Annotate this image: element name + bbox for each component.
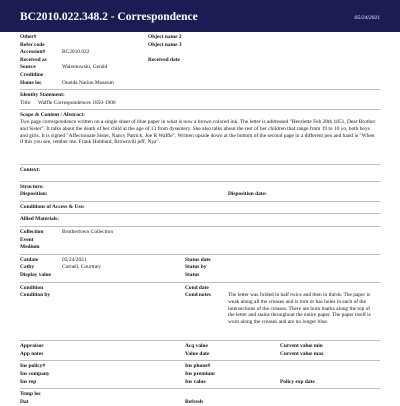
label-medium: Medium — [20, 244, 40, 251]
label-status-date: Status date — [185, 256, 211, 263]
value-title: Waffle Correspondences 1850-1900 — [38, 99, 116, 106]
label-collection: Collection — [20, 229, 44, 236]
label-ins-company: Ins company — [20, 371, 50, 377]
divider — [20, 89, 380, 90]
label-received-as: Received as — [20, 56, 47, 63]
label-current-value-max: Current value max — [280, 350, 324, 357]
label-allied-materials: Allied Materials: — [20, 216, 60, 223]
label-object-name-2: Object name 2 — [148, 34, 182, 40]
label-status-by: Status by — [185, 264, 207, 271]
value-home-loc: Oneida Nation Museum — [62, 79, 114, 86]
label-refresh: Refresh — [185, 398, 203, 405]
label-accession: Accession# — [20, 49, 46, 56]
label-home-loc: Home loc — [20, 79, 42, 86]
label-creditline: Creditline — [20, 71, 44, 78]
value-scope-content: Two page correspondence written on a single sheet of blue paper in what is now a brown colored ink. The letter is addressed "Henriette Feb 28th 1851, Dear Brother and Sister". It talks about the death of her child at the age of 13 from dysentery. She also talks about the rest of her children that range from 19 to 10 yo, both boys and girls. It is signed "Affectionate Sister, Nancy Patrick, Joe R Waffle". Written upside down at the bottom of the second page in a different pen and hand is "When if this you see, rember me. Frank Hubbard, Brownvill jeff, Nya". — [20, 119, 376, 146]
label-other: Other# — [20, 34, 37, 40]
value-collection: Brothertown Collection — [62, 229, 114, 236]
divider — [20, 226, 380, 227]
label-acq-value: Acq value — [185, 343, 208, 350]
label-title: Title: — [20, 99, 32, 106]
record-body — [20, 34, 380, 406]
label-cond-date: Cond date — [185, 284, 209, 291]
label-value-date: Value date — [185, 350, 210, 357]
record-title: BC2010.022.348.2 - Correspondence — [20, 11, 198, 23]
label-event: Event — [20, 236, 34, 243]
value-accession: BC2010.022 — [62, 49, 90, 56]
label-ins-value: Ins value — [185, 378, 206, 385]
label-disposition: Disposition: — [20, 191, 48, 198]
label-condition: Condition — [20, 284, 44, 291]
label-display-value: Display value — [20, 272, 52, 279]
record-date: 05/24/2021 — [354, 15, 380, 21]
record-header — [0, 0, 400, 32]
value-source: Walentowski, Gerald — [62, 64, 108, 71]
divider — [20, 213, 380, 214]
divider — [20, 201, 380, 202]
divider — [20, 254, 380, 255]
label-cond-notes: Cond notes — [185, 292, 211, 299]
label-ins-phone: Ins phone# — [185, 363, 211, 370]
value-catby: Cornell, Courtney — [62, 264, 101, 271]
label-structure: Structure: — [20, 183, 44, 190]
label-ins-policy: Ins policy# — [20, 363, 46, 370]
divider — [20, 109, 380, 110]
label-disposition-date: Disposition date: — [228, 191, 267, 198]
label-refer-code: Refer code — [20, 41, 45, 48]
label-catby: Catby — [20, 264, 35, 271]
label-received-date: Received date — [148, 56, 180, 63]
divider — [20, 388, 380, 389]
label-policy-exp-date: Policy exp date — [280, 378, 315, 385]
value-catdate: 05/24/2021 — [62, 256, 87, 263]
label-conditions-access: Conditions of Access & Use: — [20, 203, 85, 210]
divider — [20, 164, 380, 165]
label-dat: Dat — [20, 398, 29, 405]
divider — [20, 181, 380, 182]
label-appraisor: Appraisor — [20, 343, 44, 350]
divider — [20, 282, 380, 283]
label-temp-loc: Temp loc — [20, 391, 41, 398]
divider — [20, 360, 380, 361]
label-object-name-3: Object name 3 — [148, 41, 182, 48]
value-cond-notes: The letter was folded in half twice and then in thirds. The paper is weak along all the creases and is torn or has holes in each of the intersections of the creases. There are burn marks along the top of the letter and stains throughout the entire paper. The paper itself is worn along the creases and are no longer blue. — [228, 292, 371, 326]
label-status: Status — [185, 272, 200, 279]
label-current-value-min: Current value min — [280, 343, 323, 350]
divider — [20, 340, 380, 341]
label-condition-by: Condition by — [20, 292, 51, 299]
label-context: Context: — [20, 167, 41, 174]
label-identity-statement: Identity Statement: — [20, 92, 65, 99]
label-ins-premium: Ins premium — [185, 371, 215, 377]
label-ins-rep: Ins rep — [20, 378, 37, 385]
label-app-notes: App notes — [20, 350, 44, 357]
label-catdate: Catdate — [20, 256, 39, 263]
label-source: Source — [20, 64, 36, 71]
label-scope-content: Scope & Content / Abstract: — [20, 112, 85, 119]
